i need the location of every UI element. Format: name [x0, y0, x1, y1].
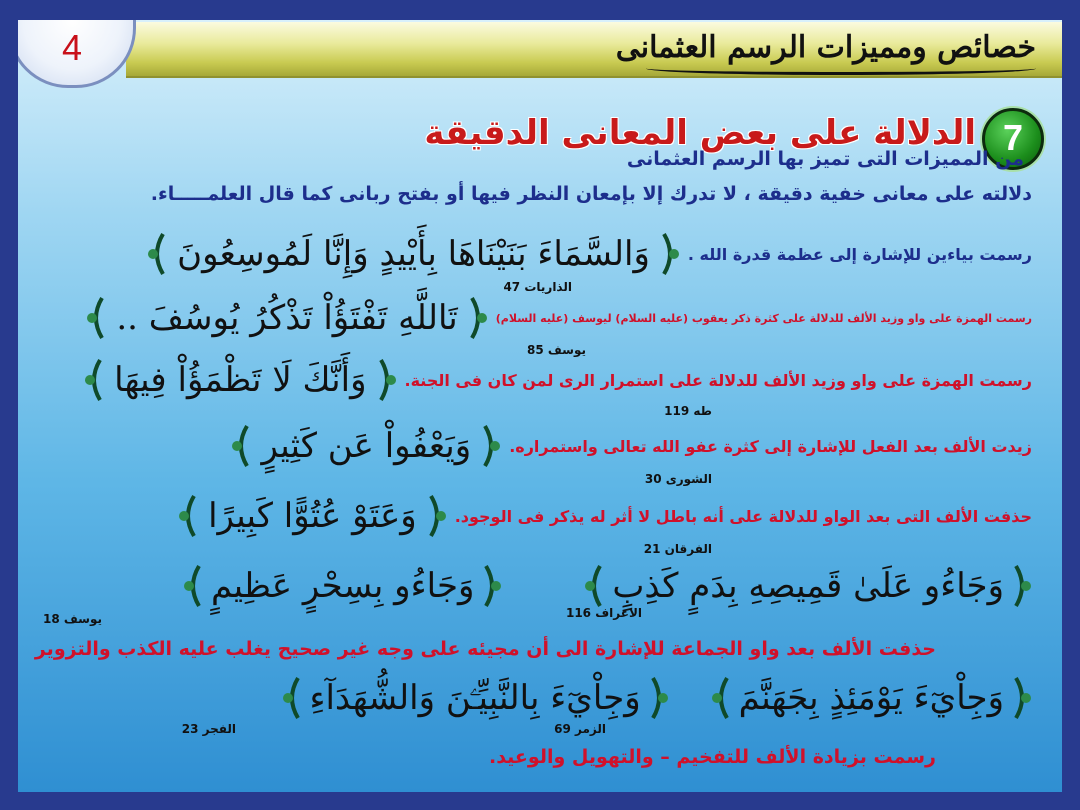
verse-note: زيدت الألف بعد الفعل للإشارة إلى كثرة عفو الله تعالى واستمراره.	[509, 436, 1032, 456]
title-swash-decoration	[646, 62, 1036, 75]
verse-text: تَاللَّهِ تَفْتَؤُاْ تَذْكُرُ يُوسُفَ ..	[116, 298, 458, 338]
verse-row-1	[147, 232, 1032, 276]
ornament-open-icon	[86, 296, 108, 340]
ornament-close-icon	[1010, 676, 1032, 720]
ref-number: 18	[42, 612, 60, 626]
verse-right: وَجِاْيٓءَ بِالنَّبِيِّـۧنَ وَالشُّهَدَآءِ	[309, 678, 641, 718]
section-number: 7	[1002, 117, 1024, 158]
ornament-close-icon	[658, 232, 680, 276]
ornament-open-icon	[711, 676, 733, 720]
ornament-close-icon	[480, 564, 502, 608]
verse-right: وَجَاءُو بِسِحْرٍ عَظِيمٍ	[211, 566, 475, 606]
verse-row-3	[84, 358, 1032, 402]
verse-text: وَأَنَّكَ لَا تَظْمَؤُاْ فِيهَا	[114, 360, 367, 400]
ornament-open-icon	[178, 494, 200, 538]
slide-number: 4	[61, 27, 83, 68]
ref-number: 119	[664, 404, 690, 418]
ref-number: 23	[181, 722, 199, 736]
ref-sura: الزمر	[575, 722, 606, 736]
intro-lead: من المميزات التى تميز بها الرسم العثمانى	[626, 148, 1024, 170]
ref-sura: الاعراف	[595, 606, 642, 620]
ornament-open-icon	[147, 232, 169, 276]
ref-number: 21	[643, 542, 661, 556]
ornament-open-icon	[183, 564, 205, 608]
verse-text: وَيَعْفُواْ عَن كَثِيرٍ	[261, 426, 472, 466]
verse-note: رسمت الهمزة على واو وزيد الألف للدلالة على كثرة ذكر يعقوب (عليه السلام) ليوسف (عليه السلام)	[495, 311, 1032, 325]
ref-sura: الذاريات	[524, 280, 572, 294]
verse-left: وَجَاءُو عَلَىٰ قَمِيصِهِ بِدَمٍ كَذِبٍ	[612, 566, 1004, 606]
ref-sura: الفرقان	[664, 542, 712, 556]
pair1-note: حذفت الألف بعد واو الجماعة للإشارة الى أن مجيئه على وجه غير صحيح يغلب عليه الكذب والتزوير	[34, 638, 936, 660]
verse-note: حذفت الألف التى بعد الواو للدلالة على أنه باطل لا أثر له يذكر فى الوجود.	[454, 506, 1032, 526]
ref-number: 47	[503, 280, 521, 294]
header-title: خصائص ومميزات الرسم العثمانى	[615, 30, 1036, 65]
section-headline: الدلالة على بعض المعانى الدقيقة	[424, 113, 976, 153]
ref-sura: طه	[693, 404, 712, 418]
verse-pair-2	[282, 676, 1033, 720]
verse-left: وَجِاْيٓءَ يَوْمَئِذٍ بِجَهَنَّمَ	[738, 678, 1004, 718]
pair2-right-ref	[554, 722, 606, 736]
ref-sura: يوسف	[63, 612, 102, 626]
pair1-right-ref	[566, 606, 642, 620]
ornament-open-icon	[84, 358, 106, 402]
verse-row-2	[86, 296, 1032, 340]
verse-note: رسمت بياءين للإشارة إلى عظمة قدرة الله .	[687, 244, 1032, 264]
ref-number: 30	[644, 472, 662, 486]
ornament-open-icon	[584, 564, 606, 608]
verse-ref-2	[527, 343, 586, 357]
verse-row-4	[231, 424, 1032, 468]
ornament-close-icon	[647, 676, 669, 720]
intro-line-2: دلالته على معانى خفية دقيقة ، لا تدرك إلا بإمعان النظر فيها أو بفتح ربانى كما قال العلمـــــاء.	[150, 183, 1032, 205]
ref-number: 85	[526, 343, 544, 357]
ornament-open-icon	[231, 424, 253, 468]
ornament-close-icon	[479, 424, 501, 468]
slide	[18, 20, 1062, 792]
verse-note: رسمت الهمزة على واو وزيد الألف للدلالة على استمرار الرى لمن كان فى الجنة.	[404, 370, 1032, 390]
verse-ref-3	[664, 404, 712, 418]
verse-pair-1	[183, 564, 1032, 608]
ornament-close-icon	[375, 358, 397, 402]
verse-text: وَالسَّمَاءَ بَنَيْنَاهَا بِأَيْيدٍ وَإِنَّا لَمُوسِعُونَ	[177, 234, 650, 274]
header-bar	[126, 22, 1062, 78]
ref-sura: يوسف	[547, 343, 586, 357]
ornament-open-icon	[282, 676, 304, 720]
ornament-close-icon	[1010, 564, 1032, 608]
slide-number-badge	[18, 20, 136, 88]
verse-ref-1	[503, 280, 572, 294]
verse-text: وَعَتَوْ عُتُوًّا كَبِيرًا	[208, 496, 417, 536]
pair2-note: رسمت بزيادة الألف للتفخيم – والتهويل والوعيد.	[488, 746, 936, 768]
ornament-close-icon	[425, 494, 447, 538]
ref-number: 69	[554, 722, 571, 736]
ref-number: 116	[565, 606, 592, 620]
verse-ref-4	[645, 472, 712, 486]
pair1-left-ref	[43, 612, 102, 626]
pair2-left-ref	[182, 722, 236, 736]
verse-ref-5	[644, 542, 712, 556]
verse-row-5	[178, 494, 1032, 538]
ref-sura: الفجر	[202, 722, 236, 736]
ref-sura: الشورى	[665, 472, 712, 486]
ornament-close-icon	[466, 296, 488, 340]
